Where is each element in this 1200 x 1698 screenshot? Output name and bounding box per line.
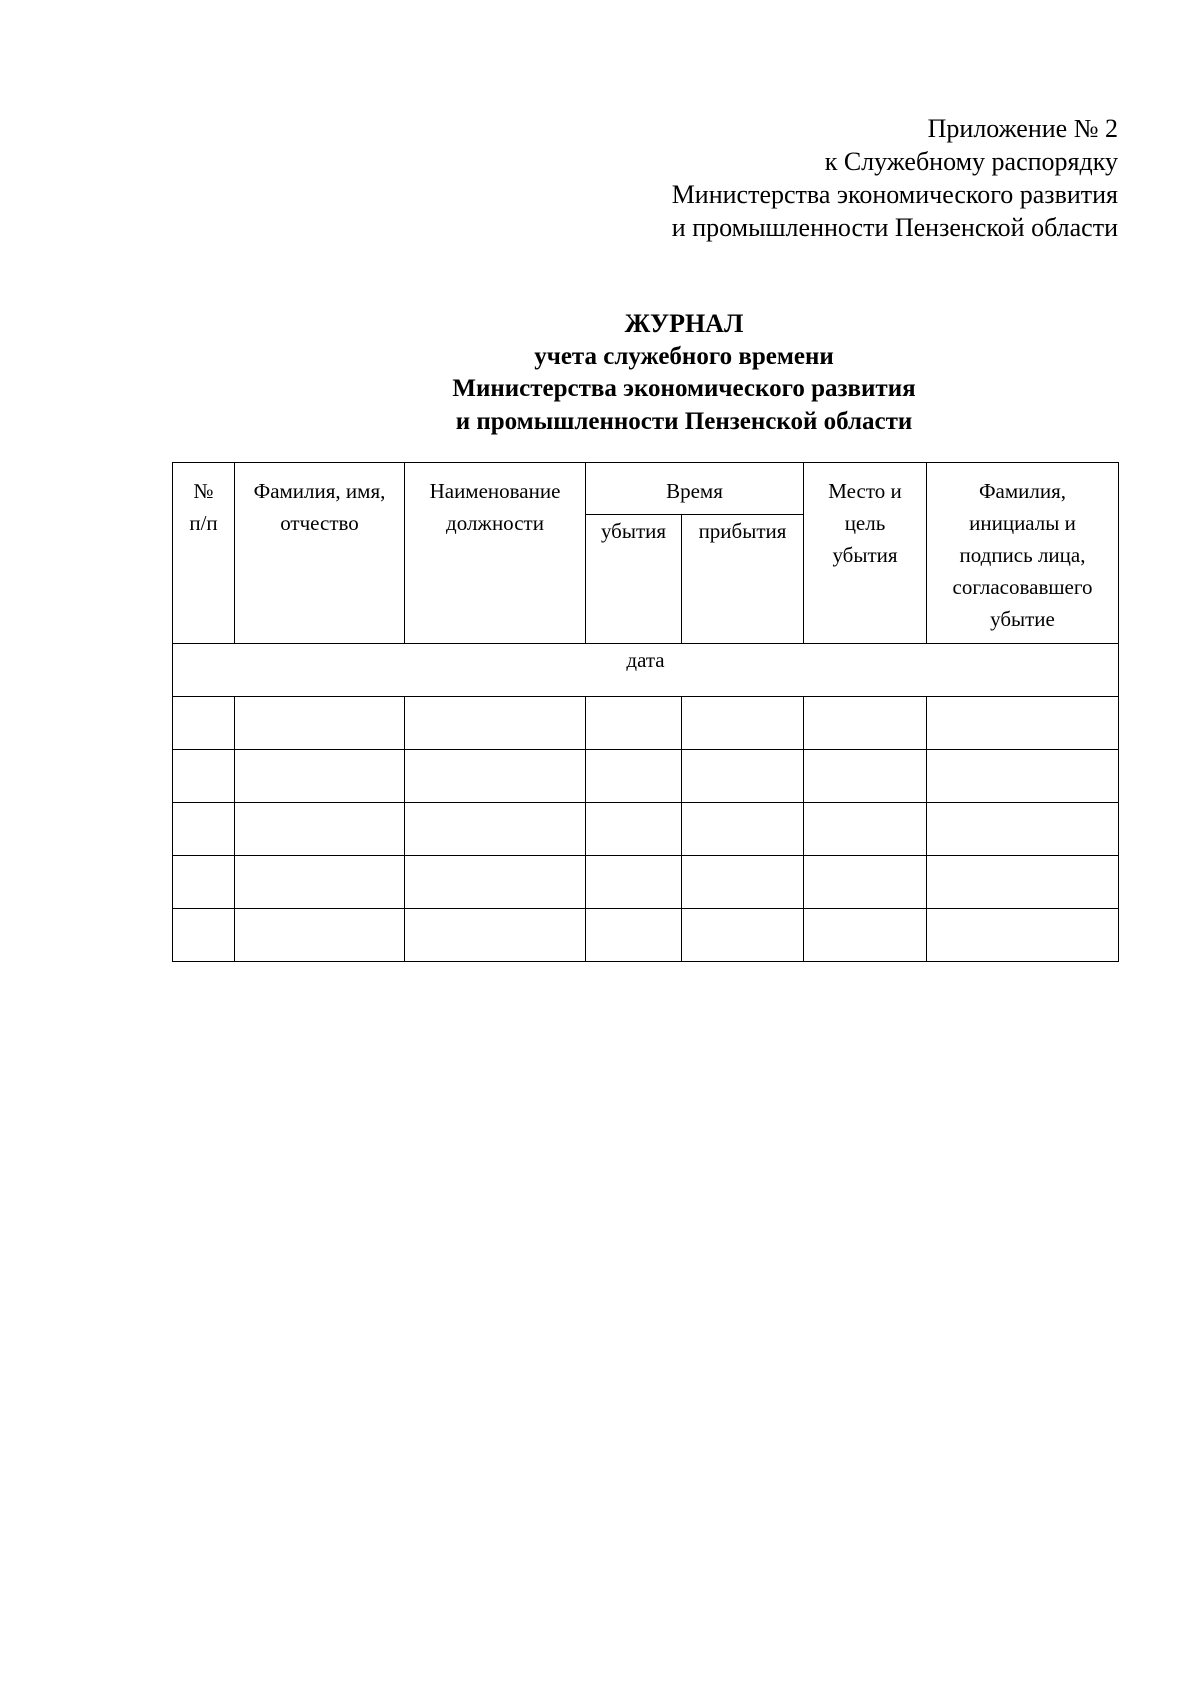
table-cell[interactable] [405,856,586,909]
header-place [804,463,927,644]
header-arrival: прибытия [682,515,804,644]
table-cell[interactable] [804,697,927,750]
table-cell[interactable] [682,856,804,909]
table-row [173,803,1119,856]
appendix-line: к Служебному распорядку [824,147,1118,176]
header-time [586,463,804,515]
header-text: Фамилия, [978,479,1067,503]
table-cell[interactable] [804,803,927,856]
header-text: должности [446,511,544,535]
table-cell[interactable] [586,856,682,909]
table-cell[interactable] [682,697,804,750]
table-cell[interactable] [586,909,682,962]
table-cell[interactable] [927,803,1119,856]
table-cell[interactable] [804,856,927,909]
header-text: отчество [280,511,359,535]
table-cell[interactable] [405,750,586,803]
table-cell[interactable] [173,803,235,856]
table-cell[interactable] [235,803,405,856]
header-text: убытия [832,543,898,567]
table-cell[interactable] [405,909,586,962]
table-cell[interactable] [804,909,927,962]
appendix-block [672,112,1118,244]
appendix-line: Приложение № 2 [927,114,1118,143]
table-cell[interactable] [235,909,405,962]
header-text: Наименование [429,479,561,503]
table-cell[interactable] [173,697,235,750]
table-row [173,697,1119,750]
table-cell[interactable] [927,750,1119,803]
document-title [0,308,1200,438]
header-text: п/п [189,511,218,535]
table-cell[interactable] [405,697,586,750]
appendix-line: и промышленности Пензенской области [671,213,1118,242]
table-cell[interactable] [927,697,1119,750]
table-row [173,856,1119,909]
title-line: Министерства экономического развития [452,375,916,402]
table-cell[interactable] [405,803,586,856]
header-fio [235,463,405,644]
title-line: учета служебного времени [534,342,834,370]
table-row [173,750,1119,803]
table-cell[interactable] [927,856,1119,909]
header-text: № [193,479,214,503]
table-cell[interactable] [235,856,405,909]
table-cell[interactable] [173,856,235,909]
table-cell[interactable] [235,750,405,803]
table-cell[interactable] [586,750,682,803]
header-text: Время [666,479,723,503]
header-text: Место и [828,479,902,503]
header-departure: убытия [586,515,682,644]
table-cell[interactable] [173,750,235,803]
header-num [173,463,235,644]
title-line: и промышленности Пензенской области [455,407,913,435]
header-approver [927,463,1119,644]
header-text: подпись лица, [959,543,1086,567]
appendix-line: Министерства экономического развития [671,180,1118,209]
table-cell[interactable] [235,697,405,750]
table-cell[interactable] [682,803,804,856]
header-text: инициалы и [969,511,1076,535]
date-label-cell: дата [173,644,1119,697]
table-cell[interactable] [682,750,804,803]
table-row [173,909,1119,962]
header-position [405,463,586,644]
journal-table [172,462,1119,962]
header-text: согласовавшего [952,575,1093,599]
header-text: Фамилия, имя, [253,479,386,503]
title-main: ЖУРНАЛ [624,309,744,338]
table-cell[interactable] [173,909,235,962]
table-cell[interactable] [927,909,1119,962]
table-cell[interactable] [682,909,804,962]
header-text: цель [844,511,886,535]
table-cell[interactable] [586,803,682,856]
table-cell[interactable] [586,697,682,750]
table-cell[interactable] [804,750,927,803]
header-text: убытие [990,607,1055,631]
